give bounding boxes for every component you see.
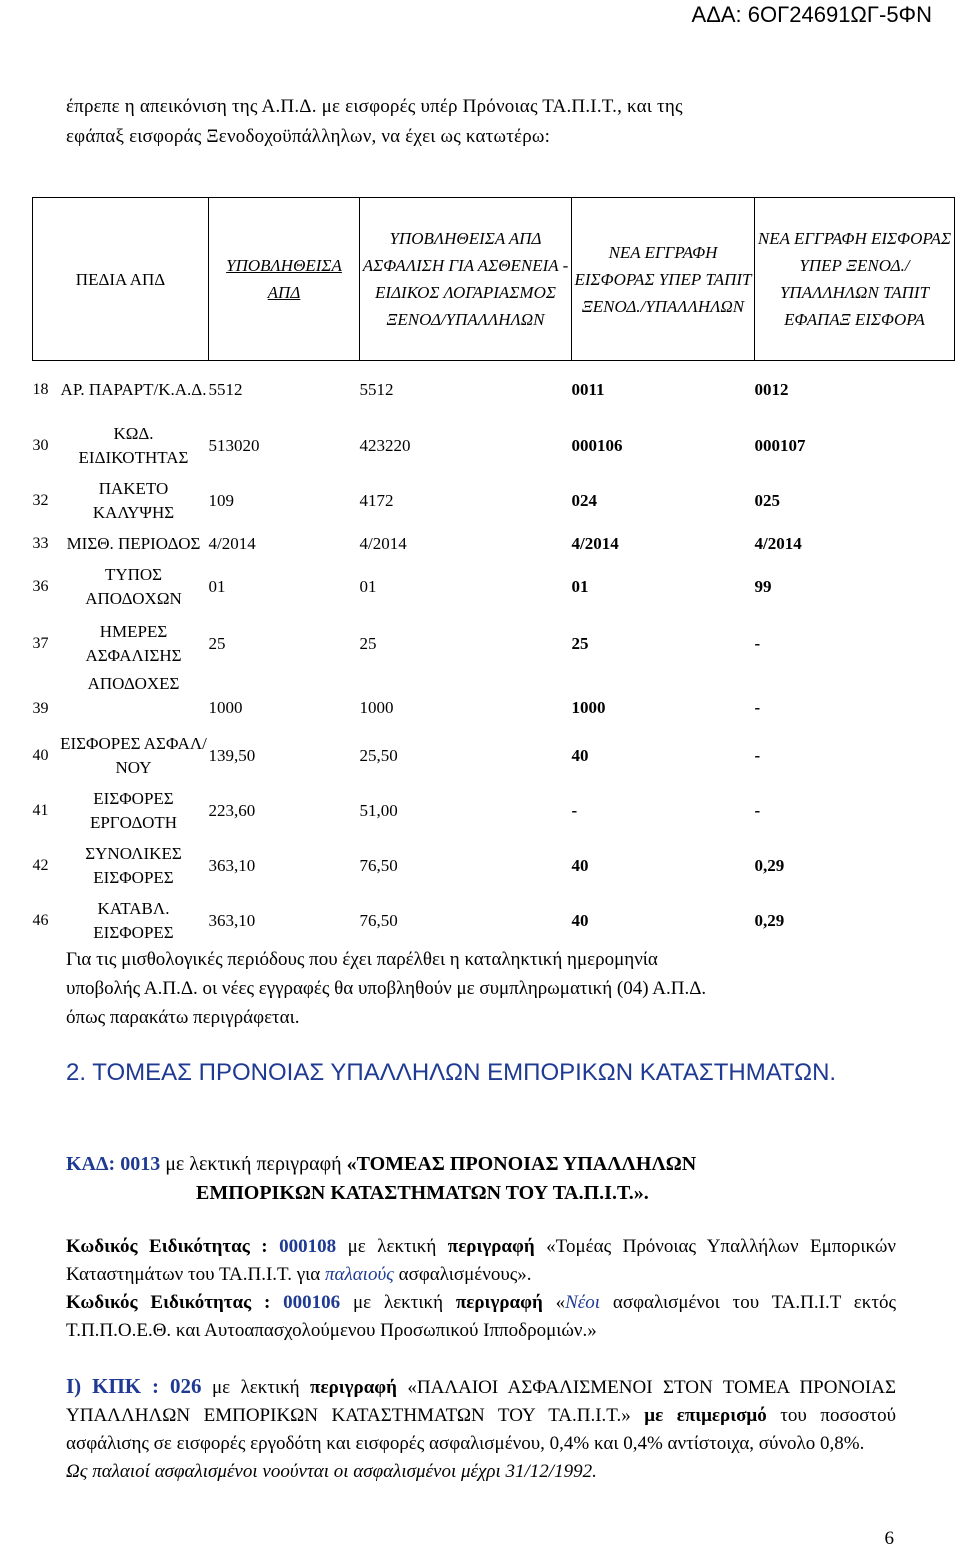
row-number: 46 (32, 911, 49, 929)
page-number: 6 (884, 1528, 894, 1549)
header-col3: ΝΕΑ ΕΓΓΡΑΦΗ ΕΙΣΦΟΡΑΣ ΥΠΕΡ ΤΑΠΙΤ ΞΕΝΟΔ./ΥΠΑΛΛΗΛΩΝ (572, 198, 755, 361)
table-row (33, 616, 955, 672)
spec2-pre: με λεκτική (340, 1292, 456, 1313)
row-value-2: 76,50 (359, 910, 398, 930)
row-value-1: 1000 (208, 697, 243, 717)
row-value-2: 5512 (359, 379, 394, 399)
kad-name-2: ΕΜΠΟΡΙΚΩΝ ΚΑΤΑΣΤΗΜΑΤΩΝ ΤΟΥ ΤΑ.Π.Ι.Τ.». (196, 1182, 649, 1204)
row-value-2: 4/2014 (359, 533, 407, 553)
header-col2: ΥΠΟΒΛΗΘΕΙΣΑ ΑΠΔ ΑΣΦΑΛΙΣΗ ΓΙΑ ΑΣΘΕΝΕΙΑ - ΕΙΔΙΚΟΣ ΛΟΓΑΡΙΑΣΜΟΣ ΞΕΝΟΔ/ΥΠΑΛΛΗΛΩΝ (360, 198, 572, 361)
row-value-2: 01 (359, 577, 377, 596)
row-value-4: 0,29 (754, 856, 785, 875)
row-value-3: 4/2014 (571, 533, 619, 553)
specialty-2 (66, 1289, 896, 1345)
table-row (33, 894, 955, 948)
note-line-3: όπως παρακάτω περιγράφεται. (66, 1007, 300, 1028)
table-row (33, 559, 955, 616)
table-row (33, 361, 955, 419)
spec2-sep: : (251, 1292, 284, 1313)
spec2-new: Νέοι (565, 1292, 601, 1313)
row-number: 32 (32, 491, 49, 509)
row-number: 18 (32, 380, 49, 398)
ada-code: ΑΔΑ: 6ΟΓ24691ΩΓ-5ΦΝ (691, 2, 932, 27)
row-value-2: 423220 (359, 435, 411, 455)
row-field: ΚΑΤΑΒΛ. ΕΙΣΦΟΡΕΣ (93, 898, 174, 942)
intro-paragraph (66, 92, 896, 152)
row-value-4: 025 (754, 490, 780, 510)
row-number: 41 (32, 802, 49, 819)
spec1-perig: περιγραφή (447, 1236, 535, 1257)
kad-desc: με λεκτική περιγραφή (160, 1153, 347, 1175)
header-col1: ΥΠΟΒΛΗΘΕΙΣΑ ΑΠΔ (209, 198, 360, 361)
spec1-text1: «Τομέας Πρόνοιας Υπαλλήλων Εμπορικών Καταστημάτων του ΤΑ.Π.Ι.Τ. για (66, 1236, 897, 1285)
kpk-paragraph (66, 1372, 896, 1458)
header-col4: ΝΕΑ ΕΓΓΡΑΦΗ ΕΙΣΦΟΡΑΣ ΥΠΕΡ ΞΕΝΟΔ./ΥΠΑΛΛΗΛΩΝ ΤΑΠΙΤ ΕΦΑΠΑΞ ΕΙΣΦΟΡΑ (755, 198, 955, 361)
row-value-2: 25 (359, 633, 377, 653)
spec1-code: 000108 (279, 1236, 337, 1257)
intro-line-1: έπρεπε η απεικόνιση της Α.Π.Δ. με εισφορές υπέρ Πρόνοιας ΤΑ.Π.Ι.Τ., και της (66, 96, 683, 117)
spec2-code: 000106 (283, 1292, 341, 1313)
kpk-text1: «ΠΑΛΑΙΟΙ ΑΣΦΑΛΙΣΜΕΝΟΙ ΣΤΟΝ ΤΟΜΕΑ ΠΡΟΝΟΙΑΣ ΥΠΑΛΛΗΛΩΝ ΕΜΠΟΡΙΚΩΝ ΚΑΤΑΣΤΗΜΑΤΩΝ ΤΟΥ ΤΑ.Π.Ι.Τ.» (66, 1377, 896, 1426)
row-value-3: 000106 (571, 435, 623, 455)
row-field: ΑΠΟΔΟΧΕΣ (87, 673, 180, 693)
spec1-text2: ασφαλισμένους». (393, 1264, 532, 1285)
row-value-4: - (754, 633, 761, 653)
note-line-1: Για τις μισθολογικές περιόδους που έχει παρέλθει η καταληκτική ημερομηνία (66, 949, 658, 970)
row-value-1: 363,10 (208, 910, 256, 930)
row-value-4: 0,29 (754, 910, 785, 930)
intro-line-2: εφάπαξ εισφοράς Ξενοδοχοϋπάλληλων, να έχει ως κατωτέρω: (66, 126, 551, 147)
row-value-4: - (754, 801, 761, 820)
table-header-row (33, 198, 955, 361)
note-paragraph (66, 945, 896, 1032)
row-value-4: - (754, 697, 761, 717)
row-value-3: 40 (571, 910, 589, 930)
row-value-3: 01 (571, 577, 589, 596)
row-field: ΑΡ. ΠΑΡΑΡΤ/Κ.Α.Δ. (60, 379, 207, 399)
row-value-2: 1000 (359, 697, 394, 717)
row-value-3: 40 (571, 745, 589, 765)
row-field: ΜΙΣΘ. ΠΕΡΙΟΔΟΣ (66, 533, 201, 553)
row-value-3: 0011 (571, 379, 605, 399)
row-value-4: 99 (754, 577, 772, 596)
table-row (33, 419, 955, 473)
row-value-4: - (754, 745, 761, 765)
kpk-perig: περιγραφή (310, 1377, 397, 1398)
row-number: 33 (32, 534, 49, 552)
row-field: ΕΙΣΦΟΡΕΣ ΑΣΦΑΛ/ΝΟΥ (60, 733, 207, 777)
kpk-italic-note: Ως παλαιοί ασφαλισμένοι νοούνται οι ασφαλισμένοι μέχρι 31/12/1992. (66, 1461, 597, 1482)
table-row (33, 473, 955, 529)
row-value-4: 4/2014 (754, 533, 802, 553)
note-line-2: υποβολής Α.Π.Δ. οι νέες εγγραφές θα υποβληθούν με συμπληρωματική (04) Α.Π.Δ. (66, 978, 707, 999)
table-row (33, 728, 955, 784)
row-value-3: 024 (571, 490, 597, 510)
row-value-1: 25 (208, 633, 226, 653)
row-number: 42 (32, 857, 49, 874)
row-value-2: 76,50 (359, 856, 398, 875)
row-value-1: 363,10 (208, 856, 256, 875)
spec1-pre: με λεκτική (336, 1236, 448, 1257)
apd-table (32, 197, 955, 948)
row-value-1: 109 (208, 490, 234, 510)
header-field: ΠΕΔΙΑ ΑΠΔ (33, 198, 209, 361)
table-row (33, 839, 955, 894)
row-value-2: 25,50 (359, 745, 398, 765)
row-value-2: 4172 (359, 490, 394, 510)
spec2-perig: περιγραφή (455, 1292, 543, 1313)
kpk-text2: του ποσοστού ασφάλισης σε εισφορές εργοδότη και εισφορές ασφαλισμένου, 0,4% και 0,4% αντίστοιχα, σύνολο 0,8%. (66, 1405, 896, 1454)
kad-label: ΚΑΔ: 0013 (66, 1153, 161, 1175)
row-field: ΚΩΔ. ΕΙΔΙΚΟΤΗΤΑΣ (78, 423, 189, 467)
row-field: ΤΥΠΟΣ ΑΠΟΔΟΧΩΝ (85, 565, 182, 608)
kpk-block (66, 1372, 896, 1486)
row-number: 36 (32, 578, 49, 595)
row-value-2: 51,00 (359, 801, 398, 820)
kpk-pre: με λεκτική (201, 1377, 311, 1398)
specialty-block (66, 1233, 896, 1345)
row-field: ΠΑΚΕΤΟ ΚΑΛΥΨΗΣ (92, 478, 175, 522)
row-field: ΕΙΣΦΟΡΕΣ ΕΡΓΟΔΟΤΗ (89, 789, 178, 832)
row-number: 40 (32, 746, 49, 764)
row-value-3: 40 (571, 856, 589, 875)
spec2-q: « (542, 1292, 566, 1313)
specialty-1 (66, 1233, 896, 1289)
row-value-4: 000107 (754, 435, 806, 455)
spec1-sep: : (249, 1236, 280, 1257)
table-row (33, 672, 955, 728)
spec2-text: ασφαλισμένοι του ΤΑ.Π.Ι.Τ εκτός Τ.Π.Π.Ο.Ε.Θ. και Αυτοαπασχολούμενου Προσωπικού Ιπποδρομιών.» (66, 1292, 897, 1341)
section-title: 2. ΤΟΜΕΑΣ ΠΡΟΝΟΙΑΣ ΥΠΑΛΛΗΛΩΝ ΕΜΠΟΡΙΚΩΝ ΚΑΤΑΣΤΗΜΑΤΩΝ. (66, 1059, 837, 1086)
row-value-3: - (571, 801, 578, 820)
kad-name-1: «ΤΟΜΕΑΣ ΠΡΟΝΟΙΑΣ ΥΠΑΛΛΗΛΩΝ (346, 1153, 697, 1175)
kad-line-1 (66, 1150, 896, 1179)
kpk-label: Ι) ΚΠΚ : 026 (66, 1374, 202, 1398)
row-value-3: 1000 (571, 697, 606, 717)
table-row (33, 529, 955, 559)
row-field: ΣΥΝΟΛΙΚΕΣ ΕΙΣΦΟΡΕΣ (85, 844, 182, 887)
row-value-1: 4/2014 (208, 533, 256, 553)
spec2-label: Κωδικός Ειδικότητας (66, 1292, 252, 1313)
table-row (33, 784, 955, 839)
row-field: ΗΜΕΡΕΣ ΑΣΦΑΛΙΣΗΣ (85, 621, 182, 665)
row-value-1: 01 (208, 577, 226, 596)
row-number: 30 (32, 436, 49, 454)
kad-block (66, 1150, 896, 1208)
row-value-1: 223,60 (208, 801, 256, 820)
row-number: 37 (32, 634, 49, 652)
spec1-label: Κωδικός Ειδικότητας (66, 1236, 250, 1257)
row-value-1: 5512 (208, 379, 243, 399)
spec1-old: παλαιούς (324, 1264, 394, 1285)
row-value-4: 0012 (754, 379, 789, 399)
row-value-1: 139,50 (208, 745, 256, 765)
row-value-3: 25 (571, 633, 589, 653)
row-value-1: 513020 (208, 435, 260, 455)
row-number: 39 (32, 699, 49, 717)
kpk-split: με επιμερισμό (644, 1405, 767, 1426)
